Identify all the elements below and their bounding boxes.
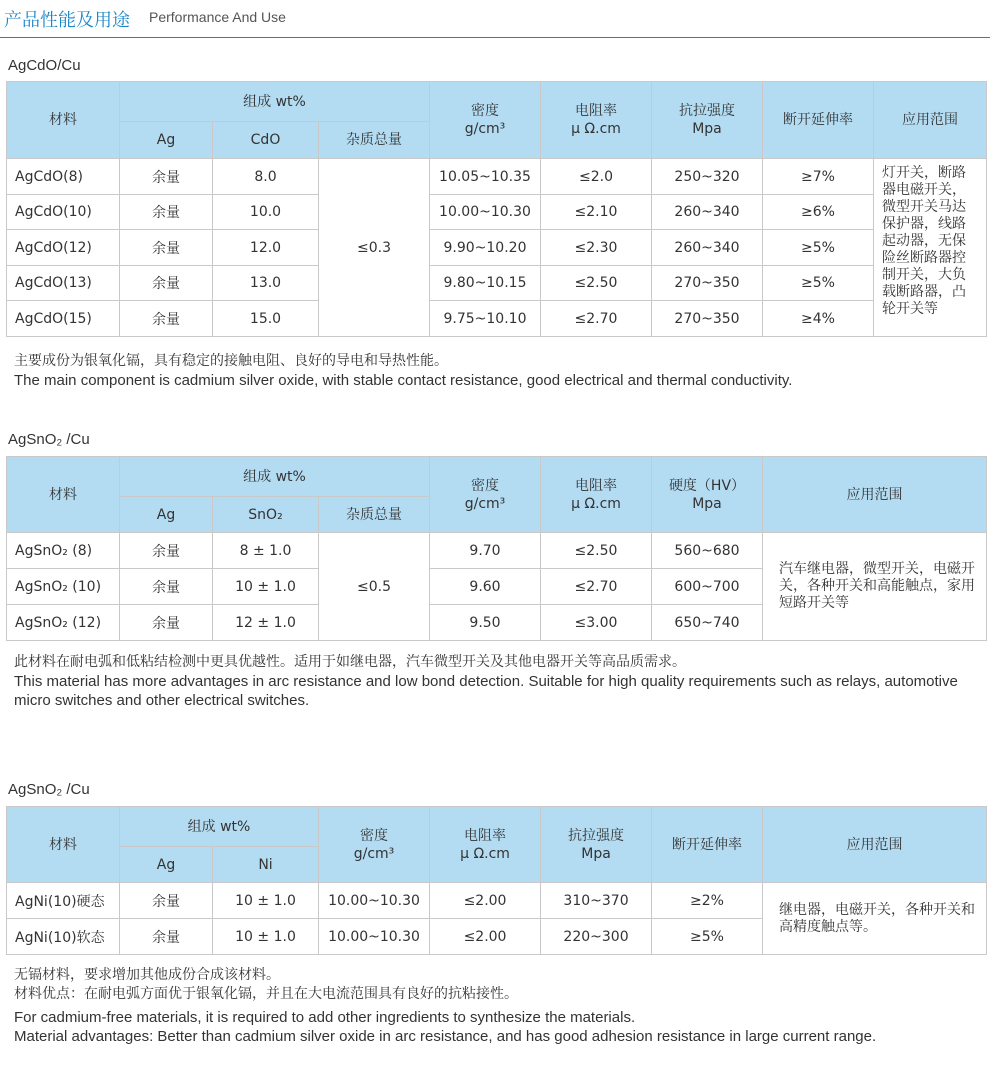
header-composition: 组成 wt% (120, 807, 319, 847)
header-application: 应用范围 (763, 807, 987, 883)
table-row: AgCdO(15) 余量 15.0 9.75~10.10 ≤2.70 270~350 ≥4% (7, 301, 987, 337)
table-agni (6, 806, 987, 955)
application-text: 灯开关，断路器电磁开关，微型开关马达保护器，线路起动器，无保险丝断路器控制开关，大负载断路器，凸轮开关等 (874, 159, 987, 337)
header-impurity: 杂质总量 (319, 497, 430, 533)
header-sno2: SnO₂ (213, 497, 319, 533)
page-header (0, 0, 990, 38)
note-cn: 主要成份为银氧化镉，具有稳定的接触电阻、良好的导电和导热性能。 (14, 353, 448, 369)
note-cn-1: 无镉材料，要求增加其他成份合成该材料。 (14, 967, 280, 983)
header-application: 应用范围 (874, 82, 987, 159)
header-resistivity: 电阻率 μ Ω.cm (541, 82, 652, 159)
impurity-value: ≤0.3 (319, 159, 430, 337)
header-elongation: 断开延伸率 (652, 807, 763, 883)
header-material: 材料 (7, 457, 120, 533)
header-hardness: 硬度（HV） Mpa (652, 457, 763, 533)
note-agni (14, 966, 984, 1046)
header-cdo: CdO (213, 122, 319, 159)
table-row: AgCdO(12) 余量 12.0 9.90~10.20 ≤2.30 260~340 ≥5% (7, 230, 987, 266)
note-agcdo (14, 352, 984, 390)
header-composition: 组成 wt% (120, 82, 430, 122)
note-en: The main component is cadmium silver oxide, with stable contact resistance, good electrical and thermal conductivity. (14, 372, 793, 389)
note-en-1: For cadmium-free materials, it is required to add other ingredients to synthesize the materials. (14, 1009, 636, 1026)
note-en-2: Material advantages: Better than cadmium silver oxide in arc resistance, and has good adhesion resistance in large current range. (14, 1028, 877, 1045)
section-title-agsno2: AgSnO₂ /Cu (8, 431, 90, 448)
note-cn: 此材料在耐电弧和低粘结检测中更具优越性。适用于如继电器，汽车微型开关及其他电器开关等高品质需求。 (14, 654, 686, 670)
header-material: 材料 (7, 807, 120, 883)
page-title-en: Performance And Use (149, 9, 286, 25)
table-row: AgCdO(10) 余量 10.0 10.00~10.30 ≤2.10 260~340 ≥6% (7, 195, 987, 230)
header-resistivity: 电阻率 μ Ω.cm (430, 807, 541, 883)
header-elongation: 断开延伸率 (763, 82, 874, 159)
header-application: 应用范围 (763, 457, 987, 533)
page-title-cn: 产品性能及用途 (4, 10, 130, 31)
section-title-agni: AgSnO₂ /Cu (8, 781, 90, 798)
application-text: 汽车继电器，微型开关，电磁开关，各种开关和高能触点，家用短路开关等 (763, 533, 987, 641)
table-row: AgSnO₂ (8) 余量 8 ± 1.0 ≤0.5 9.70 ≤2.50 560~680 汽车继电器，微型开关，电磁开关，各种开关和高能触点，家用短路开关等 (7, 533, 987, 569)
header-tensile: 抗拉强度 Mpa (652, 82, 763, 159)
header-impurity: 杂质总量 (319, 122, 430, 159)
header-material: 材料 (7, 82, 120, 159)
header-ag: Ag (120, 497, 213, 533)
table-row: AgCdO(13) 余量 13.0 9.80~10.15 ≤2.50 270~350 ≥5% (7, 266, 987, 301)
section-title-agcdo: AgCdO/Cu (8, 57, 81, 74)
header-density: 密度 g/cm³ (319, 807, 430, 883)
header-composition: 组成 wt% (120, 457, 430, 497)
header-tensile: 抗拉强度 Mpa (541, 807, 652, 883)
header-resistivity: 电阻率 μ Ω.cm (541, 457, 652, 533)
table-row: AgNi(10)硬态 余量 10 ± 1.0 10.00~10.30 ≤2.00 310~370 ≥2% 继电器，电磁开关，各种开关和高精度触点等。 (7, 883, 987, 919)
table-row: AgNi(10)软态 余量 10 ± 1.0 10.00~10.30 ≤2.00 220~300 ≥5% (7, 919, 987, 955)
table-agcdo (6, 81, 987, 337)
header-ag: Ag (120, 847, 213, 883)
application-text: 继电器，电磁开关，各种开关和高精度触点等。 (763, 883, 987, 955)
note-cn-2: 材料优点：在耐电弧方面优于银氧化镉，并且在大电流范围具有良好的抗粘接性。 (14, 986, 518, 1002)
header-density: 密度 g/cm³ (430, 82, 541, 159)
table-agsno2 (6, 456, 987, 641)
table-row: AgSnO₂ (12) 余量 12 ± 1.0 9.50 ≤3.00 650~740 (7, 605, 987, 641)
table-row: AgSnO₂ (10) 余量 10 ± 1.0 9.60 ≤2.70 600~700 (7, 569, 987, 605)
note-agsno2 (14, 653, 984, 710)
impurity-value: ≤0.5 (319, 533, 430, 641)
table-row: AgCdO(8) 余量 8.0 ≤0.3 10.05~10.35 ≤2.0 250~320 ≥7% 灯开关，断路器电磁开关，微型开关马达保护器，线路起动器，无保险丝断路器控制开关，大负载断路器，凸轮开关等 (7, 159, 987, 195)
header-density: 密度 g/cm³ (430, 457, 541, 533)
header-ni: Ni (213, 847, 319, 883)
note-en: This material has more advantages in arc resistance and low bond detection. Suitable for high quality requirements such as relays, automotive micro switches and other electrical switches. (14, 673, 958, 709)
header-ag: Ag (120, 122, 213, 159)
